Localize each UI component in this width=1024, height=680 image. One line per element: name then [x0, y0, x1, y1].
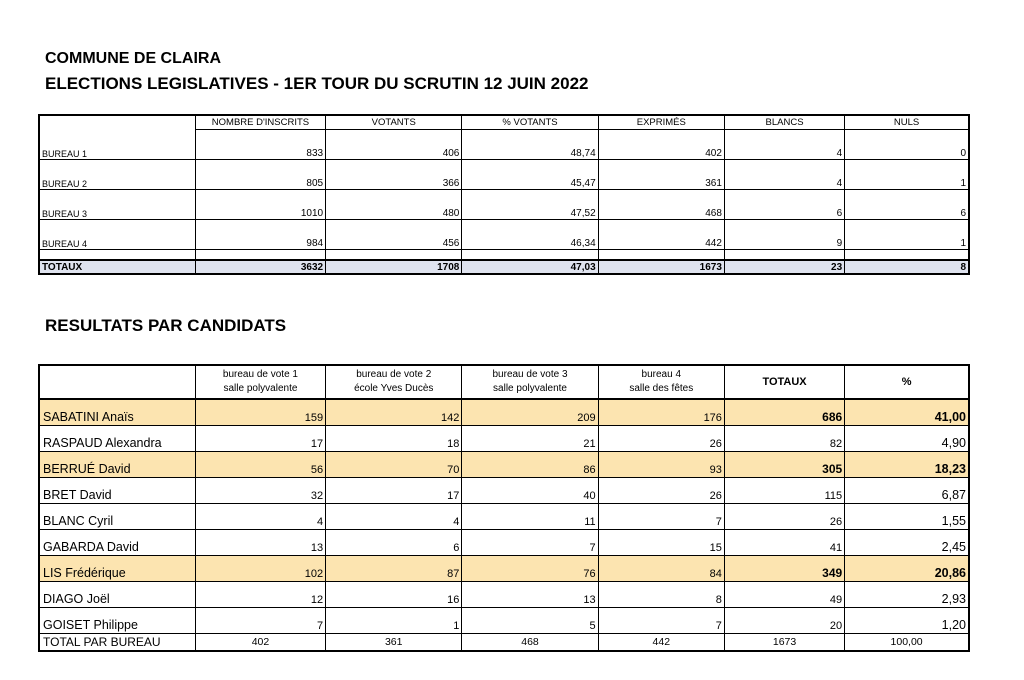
- candidate-row: [39, 582, 969, 608]
- table-cell: 480: [326, 206, 462, 220]
- candidate-row: [39, 426, 969, 452]
- empty-cell: [598, 220, 724, 237]
- empty-cell: [326, 220, 462, 237]
- table-cell: 1: [845, 176, 969, 190]
- header-line: bureau 4: [641, 368, 682, 380]
- vote-count: 6: [326, 530, 462, 556]
- table-cell: 4: [724, 146, 844, 160]
- table-cell: 46,34: [462, 236, 598, 250]
- column-header: [39, 365, 195, 399]
- table-cell: 468: [598, 206, 724, 220]
- candidate-row: [39, 478, 969, 504]
- column-header: [39, 115, 195, 130]
- vote-count: 26: [598, 426, 724, 452]
- table-cell: 442: [598, 236, 724, 250]
- total-cell: 3632: [195, 260, 325, 274]
- vote-count: 1,55: [845, 504, 969, 530]
- table-cell: 1: [845, 236, 969, 250]
- vote-count: 115: [724, 478, 844, 504]
- vote-count: 1,20: [845, 608, 969, 634]
- results-table: [38, 364, 970, 652]
- empty-cell: [195, 220, 325, 237]
- candidate-name: GOISET Philippe: [39, 608, 195, 634]
- bureau-label: BUREAU 2: [39, 176, 195, 190]
- total-cell: 1708: [326, 260, 462, 274]
- vote-count: 2,45: [845, 530, 969, 556]
- column-header: [195, 365, 325, 399]
- empty-cell: [39, 160, 195, 177]
- empty-cell: [195, 160, 325, 177]
- header-line: école Yves Ducès: [354, 382, 434, 394]
- totals-row: [39, 260, 969, 274]
- header-line: bureau de vote 1: [222, 368, 298, 380]
- table-cell: 456: [326, 236, 462, 250]
- summary-header-row: [39, 115, 969, 130]
- table-cell: 0: [845, 146, 969, 160]
- vote-count: 18,23: [845, 452, 969, 478]
- bureau-label: BUREAU 3: [39, 206, 195, 220]
- vote-count: 4: [195, 504, 325, 530]
- table-cell: 6: [845, 206, 969, 220]
- vote-count: 102: [195, 556, 325, 582]
- vote-count: 16: [326, 582, 462, 608]
- table-cell: 805: [195, 176, 325, 190]
- total-cell: 47,03: [462, 260, 598, 274]
- vote-count: 32: [195, 478, 325, 504]
- table-cell: 366: [326, 176, 462, 190]
- total-cell: 402: [195, 634, 325, 652]
- vote-count: 4: [326, 504, 462, 530]
- table-cell: 4: [724, 176, 844, 190]
- column-header: EXPRIMÉS: [598, 115, 724, 130]
- vote-count: 93: [598, 452, 724, 478]
- candidate-row: [39, 452, 969, 478]
- vote-count: 142: [326, 399, 462, 426]
- empty-cell: [845, 190, 969, 207]
- table-cell: 402: [598, 146, 724, 160]
- empty-cell: [724, 160, 844, 177]
- header-line: salle polyvalente: [223, 382, 298, 394]
- election-title: ELECTIONS LEGISLATIVES - 1ER TOUR DU SCRUTIN 12 JUIN 2022: [45, 74, 589, 93]
- total-cell: 23: [724, 260, 844, 274]
- vote-count: 70: [326, 452, 462, 478]
- table-cell: 1010: [195, 206, 325, 220]
- table-row: [39, 176, 969, 190]
- vote-count: 13: [462, 582, 598, 608]
- vote-count: 41,00: [845, 399, 969, 426]
- vote-count: 13: [195, 530, 325, 556]
- table-cell: 984: [195, 236, 325, 250]
- empty-cell: [326, 250, 462, 261]
- table-cell: 9: [724, 236, 844, 250]
- summary-table: [38, 114, 970, 275]
- vote-count: 17: [195, 426, 325, 452]
- vote-count: 20: [724, 608, 844, 634]
- empty-cell: [462, 250, 598, 261]
- column-header: BLANCS: [724, 115, 844, 130]
- empty-cell: [195, 250, 325, 261]
- table-cell: 406: [326, 146, 462, 160]
- column-header: [326, 365, 462, 399]
- empty-cell: [724, 130, 844, 147]
- header-line: salle polyvalente: [493, 382, 567, 394]
- vote-count: 17: [326, 478, 462, 504]
- empty-cell: [39, 130, 195, 147]
- candidate-row: [39, 399, 969, 426]
- empty-cell: [598, 130, 724, 147]
- empty-cell: [195, 130, 325, 147]
- empty-cell: [326, 130, 462, 147]
- column-header: % VOTANTS: [462, 115, 598, 130]
- total-cell: 361: [326, 634, 462, 652]
- table-cell: 833: [195, 146, 325, 160]
- vote-count: 7: [598, 608, 724, 634]
- empty-cell: [845, 250, 969, 261]
- empty-cell: [39, 250, 195, 261]
- total-cell: 1673: [598, 260, 724, 274]
- vote-count: 176: [598, 399, 724, 426]
- column-header: [724, 365, 844, 399]
- empty-cell: [326, 160, 462, 177]
- totals-label: TOTAL PAR BUREAU: [39, 634, 195, 652]
- vote-count: 87: [326, 556, 462, 582]
- empty-cell: [39, 220, 195, 237]
- table-cell: 47,52: [462, 206, 598, 220]
- vote-count: 7: [195, 608, 325, 634]
- vote-count: 686: [724, 399, 844, 426]
- vote-count: 4,90: [845, 426, 969, 452]
- table-cell: 361: [598, 176, 724, 190]
- empty-cell: [598, 250, 724, 261]
- total-cell: 100,00: [845, 634, 969, 652]
- vote-count: 209: [462, 399, 598, 426]
- table-cell: 45,47: [462, 176, 598, 190]
- empty-cell: [845, 160, 969, 177]
- bureau-label: BUREAU 1: [39, 146, 195, 160]
- total-cell: 8: [845, 260, 969, 274]
- empty-cell: [462, 130, 598, 147]
- vote-count: 49: [724, 582, 844, 608]
- candidate-name: BERRUÉ David: [39, 452, 195, 478]
- vote-count: 21: [462, 426, 598, 452]
- vote-count: 11: [462, 504, 598, 530]
- candidate-name: RASPAUD Alexandra: [39, 426, 195, 452]
- vote-count: 20,86: [845, 556, 969, 582]
- candidate-row: [39, 556, 969, 582]
- empty-cell: [724, 220, 844, 237]
- total-cell: 1673: [724, 634, 844, 652]
- empty-cell: [326, 190, 462, 207]
- spacer-row: [39, 190, 969, 207]
- vote-count: 56: [195, 452, 325, 478]
- empty-cell: [462, 190, 598, 207]
- vote-count: 7: [462, 530, 598, 556]
- empty-cell: [598, 190, 724, 207]
- header-line: bureau de vote 2: [356, 368, 432, 380]
- candidate-name: BLANC Cyril: [39, 504, 195, 530]
- empty-cell: [39, 190, 195, 207]
- header-line: %: [901, 375, 912, 388]
- vote-count: 26: [598, 478, 724, 504]
- vote-count: 26: [724, 504, 844, 530]
- empty-cell: [724, 190, 844, 207]
- total-cell: 442: [598, 634, 724, 652]
- header-line: bureau de vote 3: [492, 368, 568, 380]
- empty-cell: [845, 130, 969, 147]
- bureau-label: BUREAU 4: [39, 236, 195, 250]
- vote-count: 41: [724, 530, 844, 556]
- vote-count: 159: [195, 399, 325, 426]
- vote-count: 86: [462, 452, 598, 478]
- empty-cell: [462, 220, 598, 237]
- empty-cell: [462, 160, 598, 177]
- results-header-row: [39, 365, 969, 399]
- vote-count: 1: [326, 608, 462, 634]
- empty-cell: [598, 160, 724, 177]
- vote-count: 18: [326, 426, 462, 452]
- candidate-row: [39, 504, 969, 530]
- spacer-row: [39, 220, 969, 237]
- commune-title: COMMUNE DE CLAIRA: [45, 50, 221, 67]
- totals-label: TOTAUX: [39, 260, 195, 274]
- vote-count: 84: [598, 556, 724, 582]
- total-par-bureau-row: [39, 634, 969, 652]
- vote-count: 349: [724, 556, 844, 582]
- candidate-row: [39, 608, 969, 634]
- vote-count: 76: [462, 556, 598, 582]
- empty-cell: [195, 190, 325, 207]
- column-header: NULS: [845, 115, 969, 130]
- column-header: VOTANTS: [326, 115, 462, 130]
- total-cell: 468: [462, 634, 598, 652]
- vote-count: 6,87: [845, 478, 969, 504]
- vote-count: 12: [195, 582, 325, 608]
- table-row: [39, 146, 969, 160]
- spacer-row: [39, 250, 969, 261]
- results-title: RESULTATS PAR CANDIDATS: [45, 316, 287, 335]
- vote-count: 305: [724, 452, 844, 478]
- vote-count: 8: [598, 582, 724, 608]
- column-header: [598, 365, 724, 399]
- vote-count: 40: [462, 478, 598, 504]
- table-row: [39, 206, 969, 220]
- vote-count: 82: [724, 426, 844, 452]
- column-header: NOMBRE D'INSCRITS: [195, 115, 325, 130]
- empty-cell: [845, 220, 969, 237]
- table-row: [39, 236, 969, 250]
- vote-count: 2,93: [845, 582, 969, 608]
- candidate-row: [39, 530, 969, 556]
- table-cell: 6: [724, 206, 844, 220]
- vote-count: 15: [598, 530, 724, 556]
- table-cell: 48,74: [462, 146, 598, 160]
- candidate-name: DIAGO Joël: [39, 582, 195, 608]
- vote-count: 5: [462, 608, 598, 634]
- empty-cell: [724, 250, 844, 261]
- column-header: [462, 365, 598, 399]
- header-line: salle des fêtes: [629, 382, 694, 394]
- header-line: TOTAUX: [762, 375, 807, 388]
- candidate-name: LIS Frédérique: [39, 556, 195, 582]
- candidate-name: BRET David: [39, 478, 195, 504]
- candidate-name: SABATINI Anaïs: [39, 399, 195, 426]
- column-header: [845, 365, 969, 399]
- vote-count: 7: [598, 504, 724, 530]
- candidate-name: GABARDA David: [39, 530, 195, 556]
- spacer-row: [39, 130, 969, 147]
- spacer-row: [39, 160, 969, 177]
